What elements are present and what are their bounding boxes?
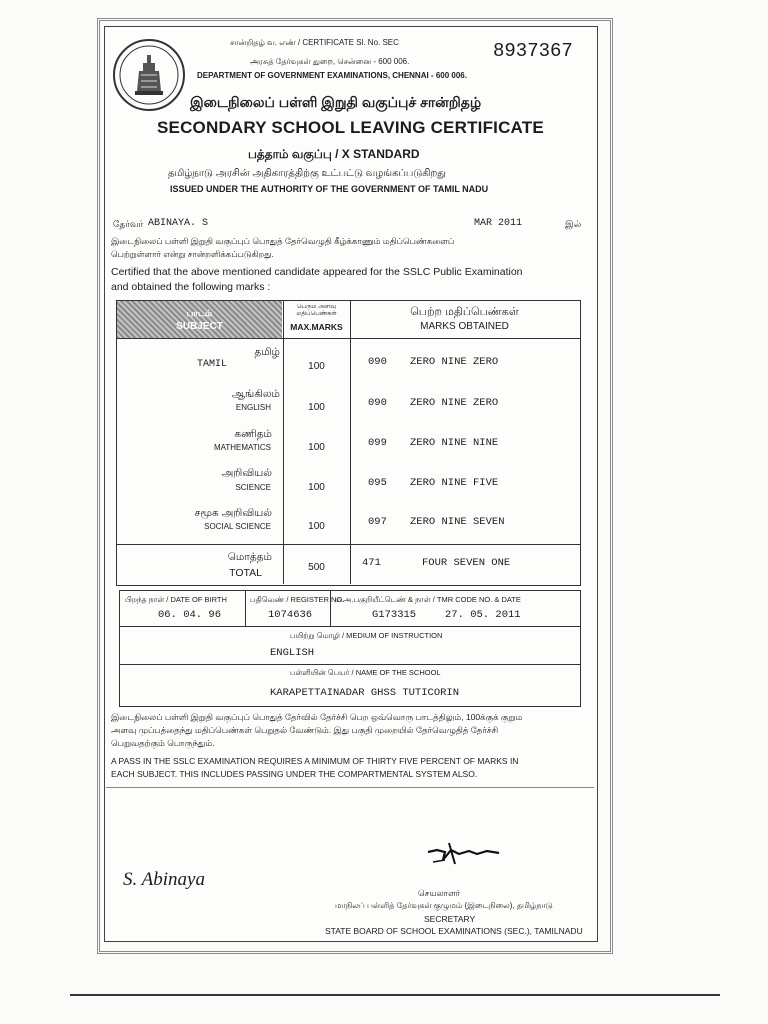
candidate-name: ABINAYA. S (148, 218, 209, 229)
max-header-tamil: பெரும அளவு மதிப்பெண்கள் (296, 304, 337, 317)
exam-session: MAR 2011 (474, 218, 523, 229)
certify-tamil-line-2: பெற்றுள்ளார் என்று சான்றளிக்கப்படுகிறது. (111, 249, 274, 259)
subject-tamil: தமிழ் (254, 346, 280, 358)
certify-english-line-1: Certified that the above mentioned candidate appeared for the SSLC Public Examination (111, 266, 523, 278)
pass-note-tamil-1: இடைநிலைப் பள்ளி இறுதி வகுப்புப் பொதுத் தேர்வில் தேர்ச்சி பெற ஒவ்வொரு பாடத்திலும், 100க்குக் குறும (111, 712, 523, 722)
candidate-signature: S. Abinaya (123, 869, 205, 890)
marks-words: ZERO NINE FIVE (410, 477, 499, 489)
total-max-marks: 500 (308, 562, 325, 573)
certify-english-line-2: and obtained the following marks : (111, 281, 271, 293)
subject-english: SCIENCE (235, 483, 271, 492)
obtained-header: MARKS OBTAINED (420, 321, 509, 332)
marks-words: ZERO NINE ZERO (410, 356, 499, 368)
tmr-date: 27. 05. 2011 (445, 609, 521, 621)
max-marks: 100 (308, 402, 325, 413)
session-suffix: இல் (565, 219, 582, 229)
total-marks-words: FOUR SEVEN ONE (422, 557, 511, 569)
total-marks-value: 471 (362, 557, 381, 569)
subject-header: SUBJECT (176, 321, 223, 332)
department-english: DEPARTMENT OF GOVERNMENT EXAMINATIONS, CHENNAI - 600 006. (197, 71, 467, 80)
subject-english: MATHEMATICS (213, 443, 271, 452)
dob-label: பிறந்த நாள் / DATE OF BIRTH (125, 595, 227, 604)
school-label: பள்ளியின் பெயர் / NAME OF THE SCHOOL (290, 668, 441, 677)
standard-label: பத்தாம் வகுப்பு / X STANDARD (248, 147, 420, 161)
marks-words: ZERO NINE SEVEN (410, 516, 505, 528)
subject-tamil: சமூக அறிவியல் (194, 507, 272, 519)
secretary-label: SECRETARY (424, 914, 476, 924)
authority-tamil: தமிழ்நாடு அரசின் அதிகாரத்திற்கு உட்பட்டு வழங்கப்படுகிறது (168, 168, 446, 179)
certificate-number: 8937367 (493, 40, 573, 62)
tmr-label: ம.அ.பகுறியீட்டெண் & நாள் / TMR CODE NO. & DATE (335, 595, 521, 604)
max-marks: 100 (308, 482, 325, 493)
marks-words: ZERO NINE ZERO (410, 397, 499, 409)
marks-value: 099 (368, 437, 387, 449)
obtained-header-tamil: பெற்ற மதிப்பெண்கள் (410, 306, 519, 318)
subject-tamil: ஆங்கிலம் (231, 388, 280, 400)
max-marks: 100 (308, 361, 325, 372)
board-tamil: மாநிலப் பள்ளித் தேர்வுகள் குழுமம் (இடைநிலை), தமிழ்நாடு (335, 901, 553, 910)
marks-value: 090 (368, 397, 387, 409)
title-tamil: இடைநிலைப் பள்ளி இறுதி வகுப்புச் சான்றிதழ் (190, 94, 482, 110)
certificate-sl-label: சான்றிதழ் வ. எண் / CERTIFICATE Sl. No. SEC (230, 38, 399, 47)
secretary-tamil: செயலாளர் (418, 888, 461, 898)
tmr-code: G173315 (372, 609, 417, 621)
pass-note-tamil-2: அளவு முப்பத்தைந்து மதிப்பெண்கள் பெறுதல் வேண்டும். இது பகுதி முறையில் தேர்வெழுதித் தேர்ச்சி (111, 725, 499, 735)
medium-value: ENGLISH (270, 647, 315, 659)
pass-note-english-2: EACH SUBJECT. THIS INCLUDES PASSING UNDER THE COMPARTMENTAL SYSTEM ALSO. (111, 769, 478, 779)
marks-value: 097 (368, 516, 387, 528)
medium-label: பயிற்று மொழி / MEDIUM OF INSTRUCTION (290, 631, 443, 640)
subject-english: SOCIAL SCIENCE (204, 522, 271, 531)
subject-tamil: கணிதம் (234, 428, 272, 440)
school-name: KARAPETTAINADAR GHSS TUTICORIN (270, 687, 460, 699)
total-tamil: மொத்தம் (227, 551, 272, 563)
marks-value: 095 (368, 477, 387, 489)
total-english: TOTAL (229, 567, 262, 579)
pass-note-english-1: A PASS IN THE SSLC EXAMINATION REQUIRES A MINIMUM OF THIRTY FIVE PERCENT OF MARKS IN (111, 756, 519, 766)
candidate-name-label: தேர்வர் (113, 219, 144, 229)
title-english: SECONDARY SCHOOL LEAVING CERTIFICATE (157, 118, 544, 137)
max-marks: 100 (308, 442, 325, 453)
dob-value: 06. 04. 96 (158, 609, 222, 621)
max-header: MAX.MARKS (290, 322, 343, 332)
tamilnadu-emblem-icon (113, 39, 185, 111)
authority-english: ISSUED UNDER THE AUTHORITY OF THE GOVERNMENT OF TAMIL NADU (170, 184, 489, 194)
subject-english: ENGLISH (235, 403, 271, 412)
certify-tamil-line-1: இடைநிலைப் பள்ளி இறுதி வகுப்புப் பொதுத் தேர்வெழுதி கீழ்க்காணும் மதிப்பெண்களைப் (111, 236, 455, 246)
secretary-signature-icon (425, 838, 505, 875)
max-marks: 100 (308, 521, 325, 532)
marks-words: ZERO NINE NINE (410, 437, 499, 449)
board-english: STATE BOARD OF SCHOOL EXAMINATIONS (SEC.), TAMILNADU (325, 926, 583, 936)
pass-note-tamil-3: பெறுவதற்கும் பொருந்தும். (111, 738, 215, 748)
marks-value: 090 (368, 356, 387, 368)
register-label: பதிவெண் / REGISTER NO. (250, 595, 345, 604)
subject-tamil: அறிவியல் (221, 467, 272, 479)
subject-english: TAMIL (197, 359, 228, 370)
department-tamil: அரசுத் தேர்வுகள் துறை, சென்னை - 600 006. (250, 57, 410, 66)
register-number: 1074636 (268, 609, 313, 621)
subject-header-tamil: பாடம் (186, 308, 213, 318)
